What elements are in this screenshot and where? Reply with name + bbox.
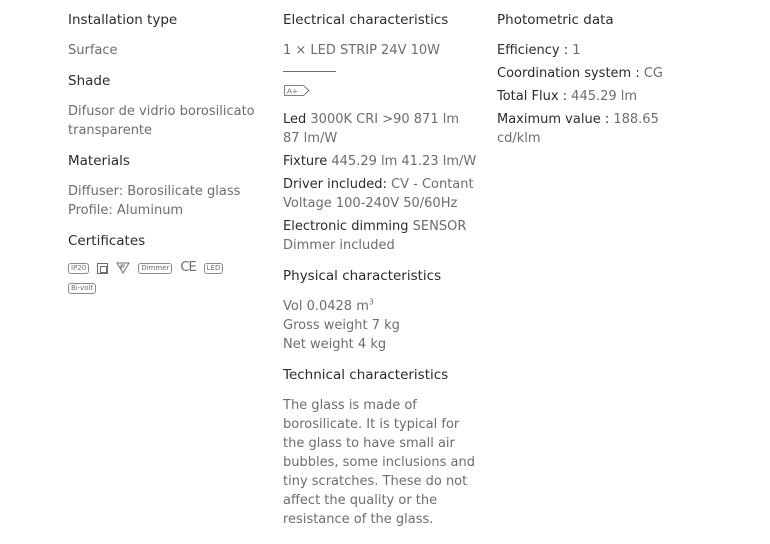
electrical-heading: Electrical characteristics (283, 12, 449, 28)
ce-mark: CE (180, 260, 196, 275)
dimmer-badge: Dimmer (138, 263, 172, 274)
maximum-value-label: Maximum value : (497, 112, 610, 127)
efficiency (497, 41, 697, 60)
technical-line: borosilicate. It is typical for (283, 417, 460, 432)
driver-label: Driver included: (283, 177, 387, 192)
volume-exponent: 3 (368, 297, 374, 307)
lamp-spec: 1 × LED STRIP 24V 10W (283, 43, 441, 58)
materials-diffuser: Diffuser: Borosilicate glass (68, 184, 241, 199)
volume-value: Vol 0.0428 m (283, 299, 369, 314)
technical-line: the glass to have small air (283, 436, 455, 451)
volume (283, 297, 483, 316)
materials-profile: Profile: Aluminum (68, 203, 184, 218)
technical-line: tiny scratches. These do not (283, 474, 468, 489)
certificates-heading: Certificates (68, 233, 146, 249)
led-label: Led (283, 112, 307, 127)
energy-class-label: A+ (286, 86, 299, 96)
shade-value-line-2: transparente (68, 123, 153, 138)
led-badge: LED (204, 263, 224, 274)
installation-type-value: Surface (68, 43, 118, 58)
f-mark-icon (116, 262, 130, 274)
technical-line: affect the quality or the (283, 493, 438, 508)
net-weight: Net weight 4 kg (283, 337, 387, 352)
coordination-value: CG (643, 66, 664, 81)
installation-type-heading: Installation type (68, 12, 178, 28)
dimming-label: Electronic dimming (283, 219, 409, 234)
gross-weight: Gross weight 7 kg (283, 318, 400, 333)
maximum-value-line-2: cd/klm (497, 131, 541, 146)
photometric-heading: Photometric data (497, 12, 614, 28)
shade-heading: Shade (68, 73, 111, 89)
led-value: 3000K CRI >90 871 lm (310, 112, 460, 127)
total-flux-label: Total Flux : (497, 89, 568, 104)
total-flux-value: 445.29 lm (571, 89, 638, 104)
technical-line: The glass is made of (283, 398, 417, 413)
coordination-system (497, 64, 697, 83)
dimming-spec-line-2: Dimmer included (283, 238, 395, 253)
led-spec-line-1 (283, 110, 483, 129)
coordination-label: Coordination system : (497, 66, 640, 81)
driver-spec-line-1 (283, 175, 483, 194)
efficiency-label: Efficiency : (497, 43, 569, 58)
led-spec-line-2: 87 lm/W (283, 131, 338, 146)
class-ii-icon (97, 263, 108, 274)
certificates-list (68, 262, 253, 294)
driver-value: CV - Contant (391, 177, 474, 192)
shade-value-line-1: Difusor de vidrio borosilicato (68, 104, 255, 119)
bivolt-badge: Bi-volt (68, 283, 96, 294)
maximum-value-line-1 (497, 110, 697, 129)
ip20-badge: IP20 (68, 263, 89, 274)
technical-text (283, 396, 483, 529)
dimming-spec-line-1 (283, 217, 483, 236)
total-flux (497, 87, 697, 106)
technical-line: bubbles, some inclusions and (283, 455, 475, 470)
divider (283, 71, 336, 72)
driver-spec-line-2: Voltage 100-240V 50/60Hz (283, 196, 458, 211)
photometric-column (497, 11, 697, 148)
fixture-value: 445.29 lm 41.23 lm/W (331, 154, 477, 169)
physical-heading: Physical characteristics (283, 268, 442, 284)
electrical-column (283, 11, 483, 529)
efficiency-value: 1 (572, 43, 581, 58)
technical-heading: Technical characteristics (283, 367, 449, 383)
fixture-label: Fixture (283, 154, 328, 169)
technical-line: resistance of the glass. (283, 512, 434, 527)
dimming-value: SENSOR (412, 219, 467, 234)
fixture-spec (283, 152, 483, 171)
maximum-value: 188.65 (613, 112, 659, 127)
general-column (68, 11, 268, 294)
energy-class-icon (283, 85, 311, 96)
materials-heading: Materials (68, 153, 130, 169)
